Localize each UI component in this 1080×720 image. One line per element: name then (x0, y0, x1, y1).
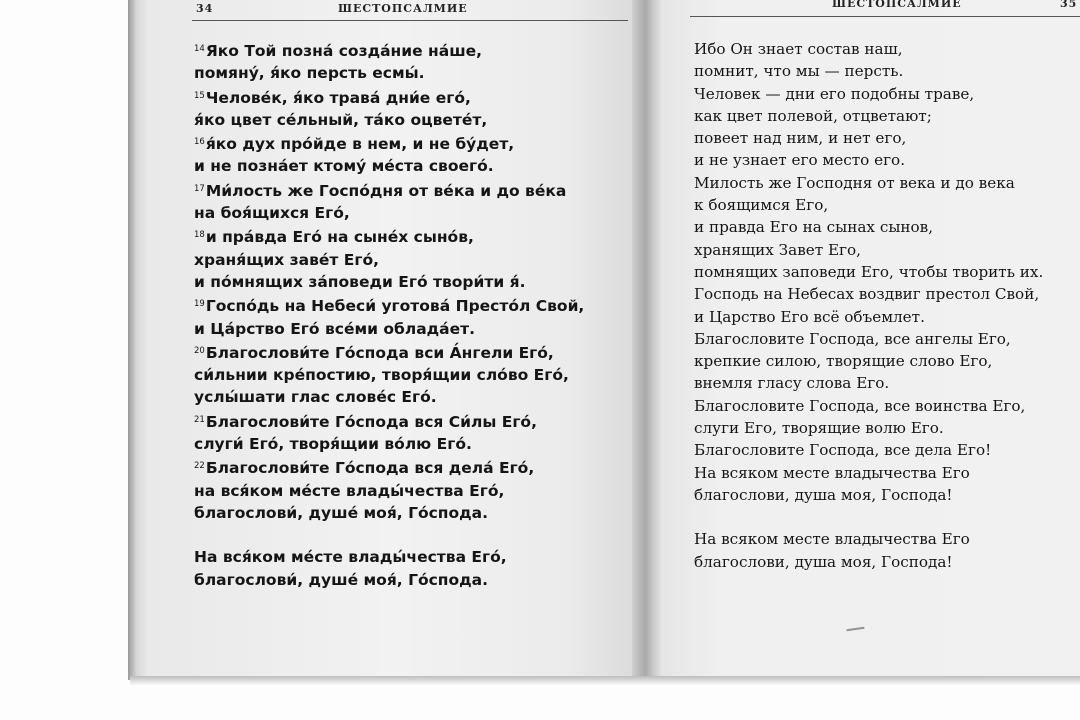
verse-text: я́ко цвет се́льный, та́ко оцвете́т, (194, 110, 488, 129)
verse-text: слуги́ Его́, творя́щии во́лю Его́. (194, 435, 472, 454)
russian-line: Благословите Господа, все ангелы Его, (694, 329, 1011, 348)
russian-line: Господь на Небесах воздвиг престол Свой, (694, 285, 1040, 304)
russian-line: Благословите Господа, все воинства Его, (694, 396, 1026, 415)
slavonic-psalm-text (194, 38, 634, 591)
russian-psalm-text (694, 38, 1076, 573)
left-running-head: ШЕСТОПСАЛМИЕ (338, 2, 468, 15)
russian-line: Благословите Господа, все дела Его! (694, 441, 992, 460)
slavonic-line (194, 502, 634, 524)
verse-number: 19 (194, 299, 205, 310)
verse-number: 16 (194, 137, 205, 148)
slavonic-line (194, 249, 634, 271)
verse-text: помяну́, я́ко персть есмы́. (194, 64, 425, 83)
verse-number: 22 (194, 461, 205, 472)
left-page-number: 34 (196, 2, 214, 15)
russian-line: к боящимся Его, (694, 196, 829, 215)
russian-line: и не узнает его место его. (694, 151, 906, 170)
verse-text: благослови́, душе́ моя́, Го́спода. (194, 503, 489, 522)
verse-text: услы́шати глас слове́с Его́. (194, 388, 437, 407)
verse-number: 20 (194, 345, 205, 356)
slavonic-refrain-line: благослови́, душе́ моя́, Го́спода. (194, 570, 489, 589)
russian-line: слуги Его, творящие волю Его. (694, 419, 944, 438)
verse-text: Яко Той позна́ созда́ние на́ше, (205, 42, 483, 60)
slavonic-line (194, 340, 634, 364)
stanza-gap (694, 506, 1076, 528)
russian-refrain-line: благослови, душа моя, Господа! (694, 552, 953, 571)
slavonic-line (194, 318, 634, 340)
slavonic-refrain-line: На вся́ком ме́сте влады́чества Его́, (194, 548, 507, 567)
slavonic-line (194, 62, 634, 84)
slavonic-line (194, 85, 634, 109)
slavonic-line (194, 38, 634, 62)
verse-text: и по́мнящих за́поведи Его́ твори́ти я́. (194, 272, 526, 291)
slavonic-line (194, 109, 634, 131)
russian-line: Милость же Господня от века и до века (694, 173, 1015, 192)
right-header-rule (690, 16, 1080, 17)
book-left-edge (128, 0, 150, 680)
stanza-gap (194, 524, 634, 546)
verse-number: 21 (194, 414, 205, 425)
slavonic-line (194, 131, 634, 155)
left-header-rule (192, 20, 628, 21)
right-running-head: ШЕСТОПСАЛМИЕ (832, 0, 962, 10)
russian-line: На всяком месте владычества Его (694, 463, 970, 482)
slavonic-line (194, 433, 634, 455)
slavonic-line (194, 386, 634, 408)
russian-line: благослови, душа моя, Господа! (694, 485, 953, 504)
slavonic-line (194, 293, 634, 317)
verse-text: и пра́вда Его́ на сыне́х сыно́в, (205, 228, 474, 247)
russian-line: повеет над ним, и нет его, (694, 129, 907, 148)
bottom-shadow (130, 676, 1080, 686)
russian-line: и Царство Его всё объемлет. (694, 307, 925, 326)
verse-text: Госпо́дь на Небеси́ уготова́ Престо́л Свой, (205, 297, 585, 316)
slavonic-line (194, 480, 634, 502)
verse-text: си́льнии кре́постию, творя́щии сло́во Его́, (194, 366, 569, 385)
verse-number: 14 (194, 44, 205, 54)
russian-line: хранящих Завет Его, (694, 240, 861, 259)
verse-text: Благослови́те Го́спода вся дела́ Его́, (205, 459, 535, 478)
verse-text: я́ко дух про́йде в нем, и не бу́дет, (205, 135, 515, 154)
russian-line: помнит, что мы — персть. (694, 62, 904, 81)
verse-text: Челове́к, я́ко трава́ дни́е его́, (205, 88, 471, 107)
slavonic-line (194, 271, 634, 293)
verse-text: на боя́щихся Его́, (194, 204, 350, 223)
verse-text: Благослови́те Го́спода вся Си́лы Его́, (205, 412, 537, 431)
verse-number: 17 (194, 183, 205, 194)
slavonic-line (194, 224, 634, 248)
russian-refrain-line: На всяком месте владычества Его (694, 530, 970, 549)
verse-text: Благослови́те Го́спода вси А́нгели Его́, (205, 343, 554, 362)
verse-text: Ми́лость же Госпо́дня от ве́ка и до ве́ка (205, 181, 567, 200)
verse-number: 15 (194, 90, 205, 101)
verse-text: храня́щих заве́т Его́, (194, 250, 379, 269)
russian-line: Человек — дни его подобны траве, (694, 84, 975, 103)
verse-text: и Ца́рство Его́ все́ми облада́ет. (194, 319, 476, 338)
slavonic-line (194, 409, 634, 433)
russian-line: помнящих заповеди Его, чтобы творить их. (694, 262, 1044, 281)
russian-line: Ибо Он знает состав наш, (694, 40, 903, 58)
right-page-number: 35 (1060, 0, 1078, 10)
russian-line: как цвет полевой, отцветают; (694, 106, 932, 125)
slavonic-line (194, 178, 634, 202)
book-gutter (632, 0, 662, 684)
verse-text: на вся́ком ме́сте влады́чества Его́, (194, 481, 505, 500)
slavonic-line (194, 202, 634, 224)
slavonic-line (194, 364, 634, 386)
russian-line: и правда Его на сынах сынов, (694, 218, 934, 237)
slavonic-line (194, 155, 634, 177)
russian-line: внемля гласу слова Его. (694, 374, 890, 393)
slavonic-line (194, 455, 634, 479)
verse-text: и не позна́ет ктому́ ме́ста своего́. (194, 157, 494, 176)
russian-line: крепкие силою, творящие слово Его, (694, 352, 993, 371)
verse-number: 18 (194, 230, 205, 241)
